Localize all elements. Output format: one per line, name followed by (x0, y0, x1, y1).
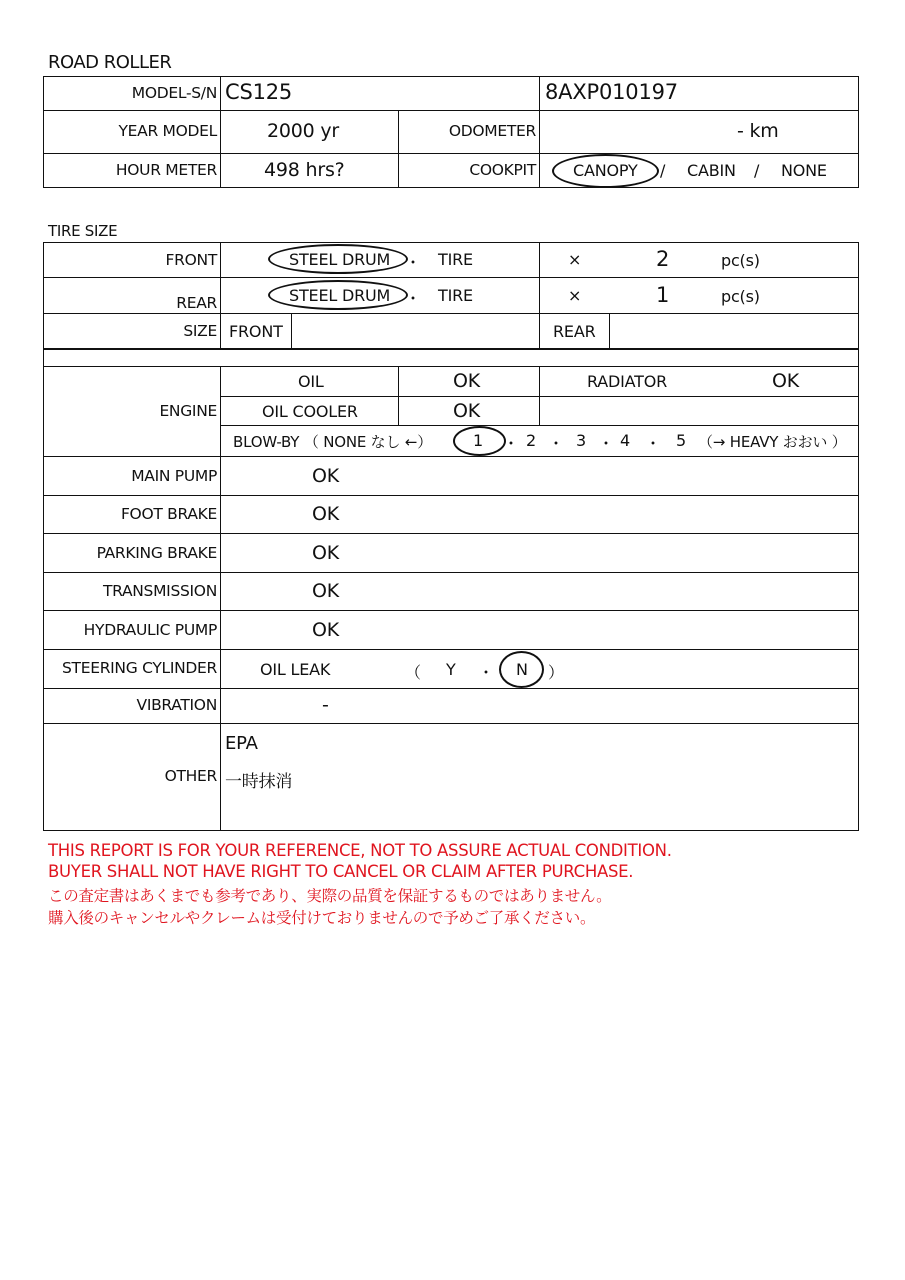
blowby-level-3: 3 (576, 431, 586, 450)
model-value: CS125 (225, 80, 293, 104)
oil-leak-label: OIL LEAK (260, 660, 331, 679)
blowby-level-4: 4 (620, 431, 630, 450)
disclaimer-line-2: BUYER SHALL NOT HAVE RIGHT TO CANCEL OR CLAIM AFTER PURCHASE. (48, 862, 634, 881)
oil-value: OK (453, 370, 481, 392)
disclaimer-line-3: この査定書はあくまでも参考であり、実際の品質を保証するものではありません。 (48, 887, 612, 905)
other-line-deregistration: 一時抹消 (225, 772, 293, 792)
steering-cylinder-label: STEERING CYLINDER (62, 659, 217, 677)
disclaimer-line-4: 購入後のキャンセルやクレームは受付けておりませんので予めご了承ください。 (48, 909, 596, 927)
parking-brake-label: PARKING BRAKE (96, 544, 217, 562)
blowby-dot: ・ (645, 434, 661, 453)
oil-cooler-label: OIL COOLER (262, 402, 358, 421)
vibration-value: - (322, 694, 329, 716)
oil-cooler-value: OK (453, 400, 481, 422)
cockpit-option-canopy: CANOPY (573, 161, 638, 180)
hydraulic-pump-value: OK (312, 619, 340, 641)
tire-front-tire-option: TIRE (438, 250, 473, 269)
model-sn-label: MODEL-S/N (131, 84, 217, 102)
cockpit-option-none: NONE (781, 161, 827, 180)
engine-label: ENGINE (159, 402, 217, 420)
oil-leak-open-paren: （ (405, 663, 421, 682)
tire-rear-count: 1 (656, 283, 670, 307)
tire-size-label: SIZE (183, 322, 217, 340)
hydraulic-pump-label: HYDRAULIC PUMP (83, 621, 217, 639)
hour-meter-label: HOUR METER (115, 161, 217, 179)
tire-front-type: STEEL DRUM (289, 250, 391, 269)
serial-value: 8AXP010197 (545, 80, 678, 104)
transmission-value: OK (312, 580, 340, 602)
blowby-level-5: 5 (676, 431, 686, 450)
parking-brake-value: OK (312, 542, 340, 564)
oil-leak-close-paren: ） (548, 663, 564, 682)
tire-rear-unit: pc(s) (721, 287, 760, 306)
other-line-epa: EPA (225, 733, 258, 754)
cockpit-option-cabin: CABIN (687, 161, 736, 180)
hour-meter-value: 498 hrs? (264, 159, 345, 181)
other-label: OTHER (164, 767, 217, 785)
foot-brake-label: FOOT BRAKE (120, 505, 217, 523)
tire-size-rear-label: REAR (553, 322, 596, 341)
blowby-dot: ・ (548, 434, 564, 453)
disclaimer-line-1: THIS REPORT IS FOR YOUR REFERENCE, NOT TO ASSURE ACTUAL CONDITION. (48, 841, 672, 860)
blowby-dot: ・ (503, 434, 519, 453)
cockpit-separator: / (754, 161, 760, 180)
year-model-value: 2000 yr (267, 120, 340, 142)
tire-front-count: 2 (656, 247, 670, 271)
cockpit-label: COOKPIT (469, 161, 536, 179)
tire-rear-label: REAR (176, 294, 217, 312)
tire-size-heading: TIRE SIZE (48, 222, 118, 240)
tire-rear-dot: ・ (405, 289, 421, 308)
blowby-dot: ・ (598, 434, 614, 453)
tire-front-label: FRONT (165, 251, 217, 269)
oil-leak-option-yes: Y (446, 660, 456, 679)
cockpit-separator: / (660, 161, 666, 180)
tire-rear-tire-option: TIRE (438, 286, 473, 305)
tire-rear-times: × (568, 286, 582, 305)
tire-size-front-label: FRONT (229, 322, 283, 341)
radiator-value: OK (772, 370, 800, 392)
blowby-level-2: 2 (526, 431, 536, 450)
blowby-suffix: （→ HEAVY おおい ） (698, 433, 847, 451)
tire-front-dot: ・ (405, 253, 421, 272)
oil-leak-dot: ・ (478, 663, 494, 682)
tire-rear-type: STEEL DRUM (289, 286, 391, 305)
blowby-level-1: 1 (473, 431, 483, 450)
tire-front-unit: pc(s) (721, 251, 760, 270)
vibration-label: VIBRATION (136, 696, 217, 714)
odometer-value: - km (737, 120, 779, 142)
blowby-prefix: BLOW-BY （ NONE なし ←） (233, 433, 433, 451)
document-title: ROAD ROLLER (48, 52, 172, 73)
main-pump-value: OK (312, 465, 340, 487)
year-model-label: YEAR MODEL (118, 122, 217, 140)
oil-leak-option-no: N (516, 660, 528, 679)
tire-front-times: × (568, 250, 582, 269)
main-pump-label: MAIN PUMP (131, 467, 217, 485)
oil-label: OIL (298, 372, 324, 391)
radiator-label: RADIATOR (587, 372, 668, 391)
transmission-label: TRANSMISSION (102, 582, 217, 600)
foot-brake-value: OK (312, 503, 340, 525)
odometer-label: ODOMETER (448, 122, 536, 140)
